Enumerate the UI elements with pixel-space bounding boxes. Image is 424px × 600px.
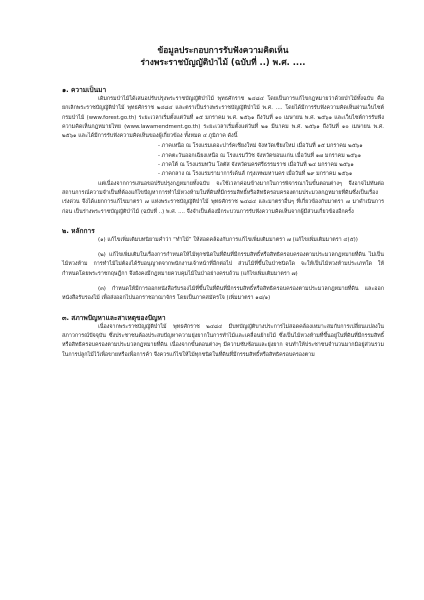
section-2-heading: ๒. หลักการ — [62, 226, 95, 235]
section-1-paragraph-2: แต่เนื่องจากการเสนอขอปรับปรุงกฎหมายทั้งฉบับ จะใช้เวลาค่อนข้างมากในการพิจารณาในขั้นตอนต่างๆ จึงอาจไม่ทันต่อสถานการณ์ความจำเป็นที่ต้องแก้ไขปัญหาการทำไม้หวงห้ามในที่ดินที่มีกรรมสิทธิ์หรือสิทธิครอบครองตามประมวลกฎหมายที่ดินซึ่งเป็นเรื่องเร่งด่วน จึงได้แยกการแก้ไขมาตรา ๗ แห่งพระราชบัญญัติป่าไม้ พุทธศักราช ๒๔๘๔ และมาตราอื่นๆ ที่เกี่ยวข้องกับมาตรา ๗ มาดำเนินการก่อน เป็นร่างพระราชบัญญัติป่าไม้ (ฉบับที่ ..) พ.ศ. .... จึงจำเป็นต้องมีกระบวนการรับฟังความคิดเห็นจากผู้มีส่วนเกี่ยวข้องอีกครั้ง — [62, 180, 384, 215]
section-1-paragraph-1: เดิมกรมป่าไม้ได้เสนอปรับปรุงพระราชบัญญัติป่าไม้ พุทธศักราช ๒๔๘๔ โดยเป็นการแก้ไขกฎหมายว่าด้วยป่าไม้ทั้งฉบับ คือ ยกเลิกพระราชบัญญัติป่าไม้ พุทธศักราช ๒๔๘๔ และตราเป็นร่างพระราชบัญญัติป่าไม้ พ.ศ. .... โดยได้มีการรับฟังความคิดเห็นผ่านเว็บไซต์กรมป่าไม้ (www.forest.go.th) ระยะเวลาเริ่มตั้งแต่วันที่ ๑๕ มกราคม พ.ศ. ๒๕๖๑ ถึงวันที่ ๑๐ เมษายน พ.ศ. ๒๕๖๑ และเว็บไซต์การรับฟังความคิดเห็นกฎหมายไทย (www.lawamendment.go.th) ระยะเวลาเริ่มตั้งแต่วันที่ ๒๑ มีนาคม พ.ศ. ๒๕๖๑ ถึงวันที่ ๑๐ เมษายน พ.ศ. ๒๕๖๑ และได้มีการรับฟังความคิดเห็นของผู้เกี่ยวข้อง ทั้งหมด ๔ ภูมิภาค ดังนี้ — [62, 96, 384, 140]
list-item: - ภาคใต้ ณ โรงแรมทวิน โลตัส จังหวัดนครศรีธรรมราช เมื่อวันที่ ๒๔ มกราคม ๒๕๖๑ — [158, 162, 354, 169]
section-3-paragraph: เนื่องจากพระราชบัญญัติป่าไม้ พุทธศักราช ๒๔๘๔ มีบทบัญญัติบางประการไม่สอดคล้องเหมาะสมกับการเปลี่ยนแปลงในสภาวการณ์ปัจจุบัน ซึ่งประชาชนต้องประสบปัญหาความยุ่งยากในการทำไม้และเคลื่อนย้ายไม้ ซึ่งเป็นไม้หวงห้ามที่ขึ้นอยู่ในที่ดินที่มีกรรมสิทธิ์หรือสิทธิครอบครองตามประมวลกฎหมายที่ดิน เนื่องจากขั้นตอนต่างๆ มีความซับซ้อนและยุ่งยาก จนทำให้ประชาชนจำนวนมากมิอยู่ส่วนรวมในการปลูกไม้ไว้เพื่อขายหรือเพื่อการค้า จึงควรแก้ไขให้ไม้ทุกชนิดในที่ดินที่มีกรรมสิทธิ์หรือสิทธิครอบครองตาม — [62, 323, 384, 358]
region-hearing-list — [62, 142, 384, 179]
document-subtitle: ร่างพระราชบัญญัติป่าไม้ (ฉบับที่ ..) พ.ศ. .... — [140, 57, 306, 67]
section-2-item-2: (๒) แก้ไขเพิ่มเติมในเรื่องการกำหนดให้ไม้ทุกชนิดในที่ดินที่มีกรรมสิทธิ์หรือสิทธิครอบครองตามประมวลกฎหมายที่ดิน ไม่เป็นไม้หวงห้าม การทำไม้ไม่ต้องได้รับอนุญาตจากพนักงานเจ้าหน้าที่อีกต่อไป ส่วนไม้ที่ขึ้นในป่าชนิดใด จะให้เป็นไม้หวงห้ามประเภทใด ให้กำหนดโดยพระราชกฤษฎีกา จึงยังคงมีกฎหมายควบคุมไม้ในป่าอย่างครบถ้วน (แก้ไขเพิ่มเติมมาตรา ๗) — [62, 252, 384, 277]
section-1-heading: ๑. ความเป็นมา — [62, 86, 107, 94]
section-2-item-3: (๓) กำหนดให้มีการออกหนังสือรับรองไม้ที่ขึ้นในที่ดินที่มีกรรมสิทธิ์หรือสิทธิครอบครองตามประมวลกฎหมายที่ดิน และออกหนังสือรับรองไม้ เพื่อส่งออกไปนอกราชอาณาจักร โดยเป็นภาคสมัครใจ (เพิ่มมาตรา ๑๘/๑) — [62, 286, 384, 302]
document-title: ข้อมูลประกอบการรับฟังความคิดเห็น — [157, 45, 289, 55]
list-item: - ภาคตะวันออกเฉียงเหนือ ณ โรงแรมวีวิช จังหวัดขอนแก่น เมื่อวันที่ ๑๗ มกราคม ๒๕๖๑ — [158, 152, 362, 159]
list-item: - ภาคเหนือ ณ โรงแรมเดอะปาร์คเชียงใหม่ จังหวัดเชียงใหม่ เมื่อวันที่ ๑๕ มกราคม ๒๕๖๑ — [158, 143, 363, 150]
section-3-heading: ๓. สภาพปัญหาและสาเหตุของปัญหา — [62, 313, 166, 322]
list-item: - ภาคกลาง ณ โรงแรมรามาการ์เด้นส์ กรุงเทพมหานคร เมื่อวันที่ ๒๙ มกราคม ๒๕๖๑ — [158, 171, 353, 178]
section-2-item-1: (๑) แก้ไขเพิ่มเติมบทนิยามคำว่า “ทำไม้” ให้สอดคล้องกับการแก้ไขเพิ่มเติมมาตรา ๗ (แก้ไขเพิ่มเติมมาตรา ๔(๕)) — [98, 236, 358, 243]
